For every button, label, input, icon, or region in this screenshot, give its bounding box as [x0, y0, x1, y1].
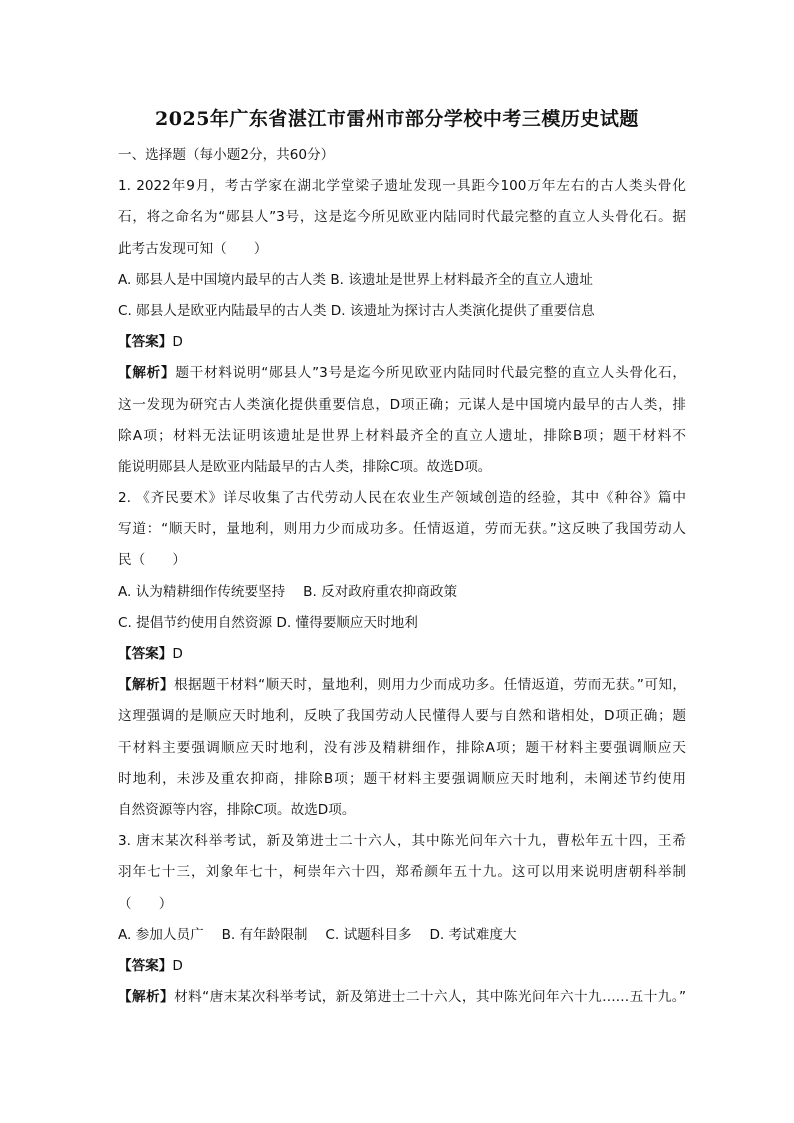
question-2-options-line-1: A. 认为精耕细作传统要坚持 B. 反对政府重农抑商政策 — [118, 583, 458, 600]
question-1-analysis-line-4: 能说明郧县人是欧亚内陆最早的古人类，排除C项。故选D项。 — [118, 458, 492, 475]
question-3-stem-line-2: 羽年七十三，刘象年七十，柯崇年六十四，郑希颜年五十九。这可以用来说明唐朝科举制 — [118, 864, 686, 881]
question-2-stem-line-3: 民（ ） — [118, 552, 186, 569]
question-3-answer — [118, 951, 686, 982]
answer-label: 【答案】 — [118, 957, 173, 974]
question-3-options-line-1: A. 参加人员广 B. 有年龄限制 C. 试题科目多 D. 考试难度大 — [118, 926, 517, 943]
question-2-analysis-line-4: 时地利，未涉及重农抑商，排除B项；题干材料主要强调顺应天时地利，未阐述节约使用 — [118, 770, 686, 787]
question-2-analysis-line-1 — [118, 670, 686, 701]
analysis-label: 【解析】 — [118, 677, 175, 694]
question-2-analysis-line-2: 这理强调的是顺应天时地利，反映了我国劳动人民懂得人要与自然和谐相处，D项正确；题 — [118, 708, 686, 725]
question-3-analysis-line-1 — [118, 982, 686, 1013]
answer-label: 【答案】 — [118, 334, 173, 351]
analysis-text: 根据题干材料“顺天时，量地利，则用力少而成功多。任情返道，劳而无获。”可知， — [174, 677, 686, 694]
question-1-answer — [118, 327, 686, 358]
analysis-text: 题干材料说明“郧县人”3号是迄今所见欧亚内陆同时代最完整的直立人头骨化石， — [175, 365, 687, 382]
answer-value: D — [172, 957, 183, 974]
section-heading: 一、选择题（每小题2分，共60分） — [118, 147, 335, 163]
question-1-stem-line-2: 石，将之命名为“郧县人”3号，这是迄今所见欧亚内陆同时代最完整的直立人头骨化石。据 — [118, 209, 686, 226]
question-2-answer — [118, 639, 686, 670]
question-1-analysis-line-1 — [118, 358, 686, 389]
question-2-options-line-2: C. 提倡节约使用自然资源 D. 懂得要顺应天时地利 — [118, 614, 418, 631]
question-2-analysis-line-3: 干材料主要强调顺应天时地利，没有涉及精耕细作，排除A项；题干材料主要强调顺应天 — [118, 739, 686, 756]
analysis-text: 材料“唐末某次科举考试，新及第进士二十六人，其中陈光问年六十九……五十九。” — [174, 989, 686, 1006]
answer-value: D — [172, 334, 183, 351]
question-1-stem-line-1: 1. 2022年9月，考古学家在湖北学堂梁子遗址发现一具距今100万年左右的古人类头骨化 — [118, 178, 686, 195]
question-3-stem-line-1: 3. 唐末某次科举考试，新及第进士二十六人，其中陈光问年六十九，曹松年五十四，王希 — [118, 833, 686, 850]
question-2-analysis-line-5: 自然资源等内容，排除C项。故选D项。 — [118, 801, 356, 818]
question-2-stem-line-1: 2. 《齐民要术》详尽收集了古代劳动人民在农业生产领域创造的经验，其中《种谷》篇中 — [118, 490, 686, 507]
analysis-label: 【解析】 — [118, 989, 175, 1006]
question-1-options-line-2: C. 郧县人是欧亚内陆最早的古人类 D. 该遗址为探讨古人类演化提供了重要信息 — [118, 302, 595, 319]
document-body — [118, 140, 686, 1013]
answer-label: 【答案】 — [118, 646, 173, 662]
page-title: 2025年广东省湛江市雷州市部分学校中考三模历史试题 — [155, 108, 639, 130]
question-2-stem-line-2: 写道：“顺天时，量地利，则用力少而成功多。任情返道，劳而无获。”这反映了我国劳动人 — [118, 521, 686, 538]
question-1-stem-line-3: 此考古发现可知（ ） — [118, 240, 268, 257]
question-3-stem-line-3: （ ） — [118, 895, 173, 912]
analysis-label: 【解析】 — [118, 365, 176, 382]
question-1-analysis-line-2: 这一发现为研究古人类演化提供重要信息，D项正确；元谋人是中国境内最早的古人类，排 — [118, 396, 686, 413]
question-1-analysis-line-3: 除A项；材料无法证明该遗址是世界上材料最齐全的直立人遗址，排除B项；题干材料不 — [118, 427, 686, 444]
answer-value: D — [172, 646, 183, 662]
question-1-options-line-1: A. 郧县人是中国境内最早的古人类 B. 该遗址是世界上材料最齐全的直立人遗址 — [118, 271, 593, 288]
